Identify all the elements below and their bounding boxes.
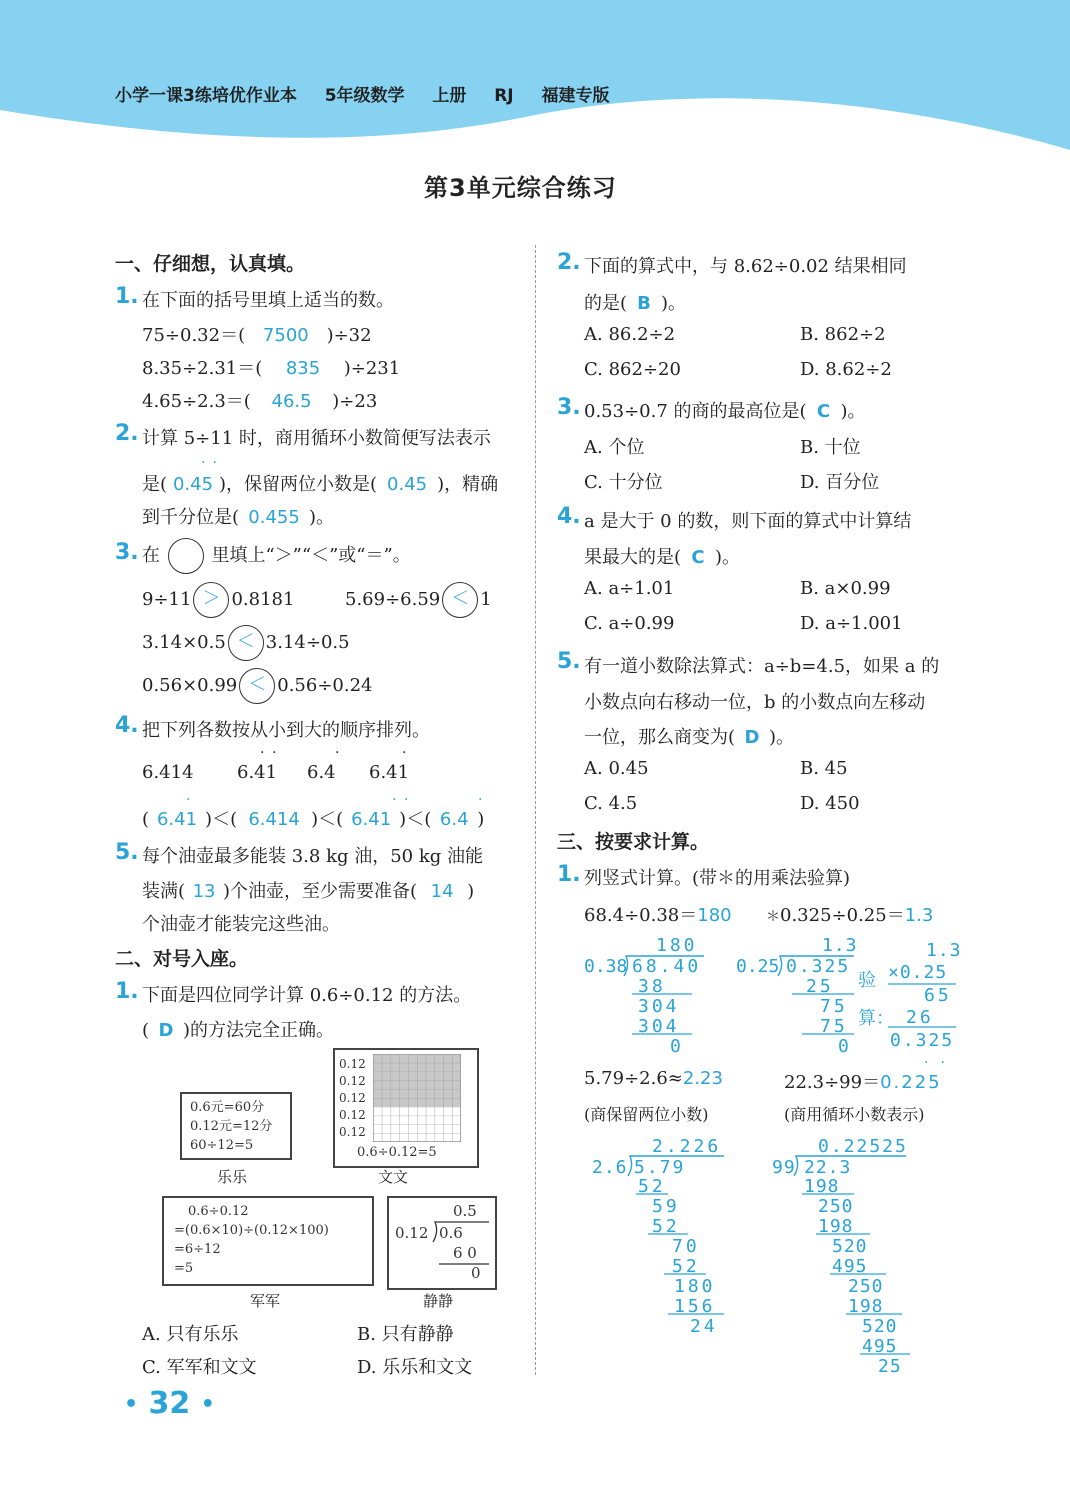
p2-q4-option-d: D. a÷1.001 [800, 613, 903, 634]
p2-q5-line2: 小数点向右移动一位，b 的小数点向左移动 [584, 692, 926, 713]
p1-q2-repeat-dots: ·· [201, 455, 224, 471]
p1-q4-num4: 6.41 [369, 762, 410, 783]
p2-q1-option-b: B. 只有静静 [357, 1324, 454, 1345]
p2-q3-option-d: D. 百分位 [800, 472, 880, 493]
p1-q5-answer1: 13 [192, 881, 216, 902]
p2-q2-text-b: )。 [661, 293, 687, 314]
p1-q2-answer1: 0.45 [172, 474, 214, 495]
p1-q4-num1: 6.414 [142, 762, 194, 783]
p1-q1-line2-answer: 835 [285, 358, 321, 379]
div3-dividend: 5.79 [634, 1157, 686, 1178]
wenwen-label4: 0.12 [339, 1108, 366, 1122]
div4-row9: 495 [862, 1336, 898, 1357]
p1-q5-text-c: ) [467, 881, 475, 902]
p1-q1-line3 [142, 387, 377, 413]
p2-q2-answer: B [637, 293, 651, 314]
junjun-name: 军军 [250, 1292, 281, 1310]
p1-q2-line1: 计算 5÷11 时，商用循环小数简便写法表示 [142, 428, 491, 449]
p2-q2-text-a: 的是( [584, 293, 628, 314]
div4-row4: 520 [832, 1236, 868, 1257]
p1-q4-number: 4. [115, 713, 139, 738]
div2-dividend: 0.325 [786, 956, 851, 977]
p3-e4-note: (商用循环小数表示) [784, 1105, 925, 1124]
p1-q4-order4: 6.4 [439, 809, 469, 830]
p1-q2-line2 [142, 470, 498, 496]
junjun-line4: =5 [174, 1261, 194, 1276]
p1-q5-answer2: 14 [430, 881, 454, 902]
p2-q1-option-c: C. 军军和文文 [142, 1357, 257, 1378]
p1-q2-line3 [142, 503, 334, 529]
verify-label2: 算： [858, 1008, 894, 1029]
page-number-value: 32 [148, 1386, 191, 1421]
p1-q2-text-a: 是( [142, 474, 168, 495]
jingjing-quotient: 0.5 [453, 1202, 477, 1220]
p1-q4-numbers [142, 762, 409, 783]
p2-q5-number: 5. [557, 649, 581, 674]
p2-q2-option-a: A. 86.2÷2 [584, 324, 676, 345]
lele-name: 乐乐 [217, 1168, 248, 1186]
div3-quotient: 2.226 [652, 1136, 722, 1157]
p2-q5-line3 [584, 723, 794, 749]
div2-row3: 75 [820, 1016, 848, 1037]
lele-picture [180, 1092, 292, 1160]
div1-row2: 304 [638, 996, 680, 1017]
p1-q3-item3-sign: ＜ [228, 625, 264, 661]
junjun-line3: =6÷12 [174, 1242, 221, 1257]
p1-q5-line1: 每个油壶最多能装 3.8 kg 油，50 kg 油能 [142, 846, 483, 867]
wenwen-label5: 0.12 [339, 1125, 366, 1139]
p3-e1-answer: 180 [697, 905, 732, 926]
column-divider [535, 245, 536, 1375]
p1-q1-line2-post: )÷231 [343, 358, 401, 379]
p1-q3-number: 3. [115, 540, 139, 565]
p2-q4-line2 [584, 543, 740, 569]
p2-q4-option-c: C. a÷0.99 [584, 613, 675, 634]
wenwen-picture [333, 1048, 479, 1168]
p2-q3-text-a: 0.53÷0.7 的商的最高位是( [584, 401, 807, 422]
p1-q3-item1-right: 0.8181 [231, 589, 295, 610]
jingjing-division-bracket [389, 1198, 495, 1288]
verify-label1: 验 [858, 970, 876, 991]
p1-q2-answer3: 0.455 [248, 507, 300, 528]
p3-q1-number: 1. [557, 862, 581, 887]
part3-heading: 三、按要求计算。 [557, 831, 710, 853]
page-number [124, 1386, 215, 1421]
p2-q5-answer: D [744, 727, 760, 748]
p2-q3-option-b: B. 十位 [800, 437, 861, 458]
div3-row5: 52 [672, 1256, 700, 1277]
div4-row3: 198 [818, 1216, 854, 1237]
p2-q2-option-d: D. 8.62÷2 [800, 359, 892, 380]
p2-q1-text-a: ( [142, 1020, 150, 1041]
p1-q3-item2-left: 5.69÷6.59 [345, 589, 441, 610]
lele-line2: 0.12元=12分 [190, 1119, 273, 1134]
jingjing-name: 静静 [423, 1292, 454, 1310]
p1-q4-lt1: ＜ [212, 809, 231, 830]
verify-lines [884, 980, 960, 1032]
header-region: 福建专版 [541, 86, 610, 106]
verify-row1: 1.3 [926, 940, 962, 961]
p1-q3-item2-right: 1 [480, 589, 492, 610]
p2-q2-number: 2. [557, 250, 581, 275]
p1-q1-text: 在下面的括号里填上适当的数。 [142, 290, 394, 311]
p2-q1-answer: D [158, 1020, 174, 1041]
p2-q4-line1: a 是大于 0 的数，则下面的算式中计算结 [584, 511, 912, 532]
p2-q4-number: 4. [557, 504, 581, 529]
div1-divisor: 0.38 [584, 956, 628, 977]
p1-q2-text-c: )，精确 [437, 474, 499, 495]
p1-q3-item4 [142, 668, 373, 704]
p1-q4-num2: 6.41 [237, 762, 278, 783]
p2-q2-option-b: B. 862÷2 [800, 324, 886, 345]
p2-q1-line2 [142, 1016, 334, 1042]
part1-heading: 一、仔细想，认真填。 [115, 253, 306, 275]
p2-q4-option-b: B. a×0.99 [800, 578, 891, 599]
p1-q5-line3: 个油壶才能装完这些油。 [142, 914, 340, 935]
p2-q3-number: 3. [557, 395, 581, 420]
header-series: 小学一课3练培优作业本 [115, 86, 297, 106]
part2-heading: 二、对号入座。 [115, 948, 249, 970]
p3-e4-answer: 0.225 [880, 1072, 942, 1093]
p1-q1-line3-answer: 46.5 [271, 391, 312, 412]
div1-lines [580, 950, 710, 1040]
p1-q3-text [142, 538, 411, 574]
p2-q3-text-b: )。 [840, 401, 866, 422]
wenwen-label2: 0.12 [339, 1074, 366, 1088]
p1-q1-line1-answer: 7500 [262, 325, 309, 346]
p1-q2-text-d: 到千分位是( [142, 507, 240, 528]
p3-e3-note: (商保留两位小数) [584, 1105, 709, 1124]
p2-q2-line1: 下面的算式中，与 8.62÷0.02 结果相同 [584, 256, 907, 277]
header-volume: 上册 [432, 86, 467, 106]
p2-q5-option-d: D. 450 [800, 793, 860, 814]
p2-q5-text-a: 一位，那么商变为( [584, 727, 736, 748]
p1-q1-line1 [142, 321, 372, 347]
div4-lines [770, 1150, 920, 1360]
p1-q3-item3-left: 3.14×0.5 [142, 632, 226, 653]
div2-row4: 0 [838, 1036, 852, 1057]
div4-dividend: 22.3 [804, 1157, 852, 1178]
div3-lines [588, 1150, 728, 1320]
div4-quotient: 0.22525 [818, 1136, 908, 1157]
p2-q4-text-a: 果最大的是( [584, 547, 682, 568]
div3-row8: 24 [690, 1316, 718, 1337]
p3-q1-text: 列竖式计算。(带＊的用乘法验算) [584, 868, 851, 889]
div1-row3: 304 [638, 1016, 680, 1037]
p1-q3-item3-right: 3.14÷0.5 [265, 632, 350, 653]
div3-row1: 52 [638, 1176, 666, 1197]
div4-row1: 198 [804, 1176, 840, 1197]
p1-q5-line2 [142, 877, 474, 903]
div4-row8: 520 [862, 1316, 898, 1337]
page-dot-left-icon: • [124, 1392, 139, 1417]
p1-q3-pre: 在 [142, 545, 160, 566]
p3-e2-answer: 1.3 [904, 905, 934, 926]
p2-q3-answer: C [816, 401, 831, 422]
p2-q1-number: 1. [115, 979, 139, 1004]
p1-q3-post: 里填上“＞”“＜”或“＝”。 [211, 545, 411, 566]
p1-q5-text-b: )个油壶，至少需要准备( [223, 881, 418, 902]
p3-e2-star: ＊ [766, 909, 780, 925]
p1-q4-order1: 6.41 [156, 809, 198, 830]
lele-line3: 60÷12=5 [190, 1138, 254, 1153]
p2-q5-option-b: B. 45 [800, 758, 848, 779]
verify-row4: 26 [906, 1007, 934, 1028]
p1-q1-line3-pre: 4.65÷2.3＝( [142, 391, 251, 412]
verify-row2: ×0.25 [888, 962, 948, 983]
p1-q5-text-a: 装满( [142, 881, 186, 902]
p1-q4-num3: 6.4 [307, 762, 336, 783]
p3-e1 [584, 901, 732, 927]
p3-e3-answer: 2.23 [682, 1068, 723, 1089]
div3-row6: 180 [674, 1276, 716, 1297]
p1-q4-order: ( 6.41 )＜( 6.414 )＜( 6.41 )＜( 6.4 ) [142, 809, 485, 830]
p1-q1-line3-post: )÷23 [332, 391, 378, 412]
p1-q2-answer2: 0.45 [387, 474, 428, 495]
p1-q1-number: 1. [115, 284, 139, 309]
div4-row7: 198 [848, 1296, 884, 1317]
p3-e4 [784, 1068, 942, 1094]
div4-divisor: 99 [772, 1157, 796, 1178]
jingjing-remainder: 0 [471, 1264, 481, 1282]
p3-e1-question: 68.4÷0.38＝ [584, 905, 698, 926]
page-title: 第3单元综合练习 [424, 174, 617, 202]
p3-e3 [584, 1068, 723, 1089]
p2-q4-answer: C [691, 547, 705, 568]
div1-row4: 0 [670, 1036, 684, 1057]
p1-q3-item2-sign: ＜ [442, 582, 478, 618]
div2-lines [732, 950, 862, 1040]
div3-divisor: 2.6 [592, 1157, 628, 1178]
p1-q3-item4-right: 0.56÷0.24 [277, 675, 373, 696]
div4-row5: 495 [832, 1256, 868, 1277]
p2-q1-text-b: )的方法完全正确。 [183, 1020, 335, 1041]
junjun-picture [162, 1196, 374, 1286]
header-edition: RJ [494, 86, 514, 106]
p3-e4-question: 22.3÷99＝ [784, 1072, 881, 1093]
p2-q5-line1: 有一道小数除法算式：a÷b=4.5，如果 a 的 [584, 656, 940, 677]
p1-q5-number: 5. [115, 840, 139, 865]
div1-row1: 38 [638, 976, 666, 997]
p1-q3-item3 [142, 625, 350, 661]
div1-quotient: 180 [656, 935, 698, 956]
div4-row6: 250 [848, 1276, 884, 1297]
wenwen-equation: 0.6÷0.12=5 [357, 1145, 437, 1160]
p2-q5-option-c: C. 4.5 [584, 793, 638, 814]
p3-e2 [766, 901, 933, 927]
p2-q3-option-a: A. 个位 [584, 437, 645, 458]
p1-q2-number: 2. [115, 421, 139, 446]
p1-q4-order3: 6.41 [351, 809, 392, 830]
p1-q1-line1-pre: 75÷0.32＝( [142, 325, 246, 346]
jingjing-subtract: 6 0 [453, 1244, 477, 1262]
blank-circle-icon [168, 538, 204, 574]
page-dot-right-icon: • [200, 1392, 215, 1417]
p3-e4-dots: ·· [924, 1055, 957, 1071]
p1-q1-line2-pre: 8.35÷2.31＝( [142, 358, 263, 379]
div4-row10: 25 [878, 1356, 902, 1377]
p1-q2-text-b: )，保留两位小数是( [219, 474, 378, 495]
p1-q3-item4-left: 0.56×0.99 [142, 675, 238, 696]
p2-q5-option-a: A. 0.45 [584, 758, 649, 779]
lele-line1: 0.6元=60分 [190, 1100, 265, 1115]
div1-dividend: 68.40 [632, 956, 702, 977]
verify-row3: 65 [924, 985, 952, 1006]
div2-row2: 75 [820, 996, 848, 1017]
grid-figure [373, 1054, 461, 1142]
p2-q5-text-b: )。 [769, 727, 795, 748]
header-grade: 5年级数学 [324, 86, 405, 106]
div2-quotient: 1.3 [822, 935, 858, 956]
p1-q1-line2 [142, 354, 400, 380]
wenwen-name: 文文 [378, 1168, 409, 1186]
div3-row2: 59 [652, 1196, 680, 1217]
p1-q4-lt2: ＜ [318, 809, 337, 830]
jingjing-dividend: 0.6 [439, 1224, 463, 1242]
p1-q3-item1-left: 9÷11 [142, 589, 192, 610]
div2-divisor: 0.25 [736, 956, 780, 977]
p2-q1-line1: 下面是四位同学计算 0.6÷0.12 的方法。 [142, 985, 472, 1006]
p3-e3-question: 5.79÷2.6≈ [584, 1068, 683, 1089]
wenwen-label1: 0.12 [339, 1057, 366, 1071]
junjun-line2: =(0.6×10)÷(0.12×100) [174, 1223, 329, 1238]
wenwen-label3: 0.12 [339, 1091, 366, 1105]
p2-q3-line1 [584, 397, 866, 423]
div4-row2: 250 [818, 1196, 854, 1217]
div3-row7: 156 [674, 1296, 716, 1317]
div3-row3: 52 [652, 1216, 680, 1237]
jingjing-divisor: 0.12 [395, 1224, 429, 1242]
p1-q3-item4-sign: ＜ [239, 668, 275, 704]
p2-q4-option-a: A. a÷1.01 [584, 578, 675, 599]
p1-q3-item2 [345, 582, 492, 618]
p2-q2-line2 [584, 289, 686, 315]
p2-q3-option-c: C. 十分位 [584, 472, 663, 493]
p1-q3-item1-sign: ＞ [193, 582, 229, 618]
p3-e2-question: 0.325÷0.25＝ [780, 905, 905, 926]
div3-row4: 70 [672, 1236, 700, 1257]
p2-q2-option-c: C. 862÷20 [584, 359, 681, 380]
book-header [115, 81, 609, 106]
p1-q4-order2: 6.414 [248, 809, 300, 830]
p1-q3-item1 [142, 582, 294, 618]
p2-q1-option-d: D. 乐乐和文文 [357, 1357, 473, 1378]
p1-q1-line1-post: )÷32 [326, 325, 372, 346]
p2-q1-option-a: A. 只有乐乐 [142, 1324, 239, 1345]
junjun-line1: 0.6÷0.12 [188, 1204, 249, 1219]
p1-q2-text-e: )。 [309, 507, 335, 528]
p1-q4-text: 把下列各数按从小到大的顺序排列。 [142, 720, 430, 741]
p2-q4-text-b: )。 [715, 547, 741, 568]
p1-q4-lt3: ＜ [406, 809, 425, 830]
jingjing-picture [387, 1196, 497, 1290]
div2-row1: 25 [806, 976, 834, 997]
verify-row5: 0.325 [890, 1030, 955, 1051]
